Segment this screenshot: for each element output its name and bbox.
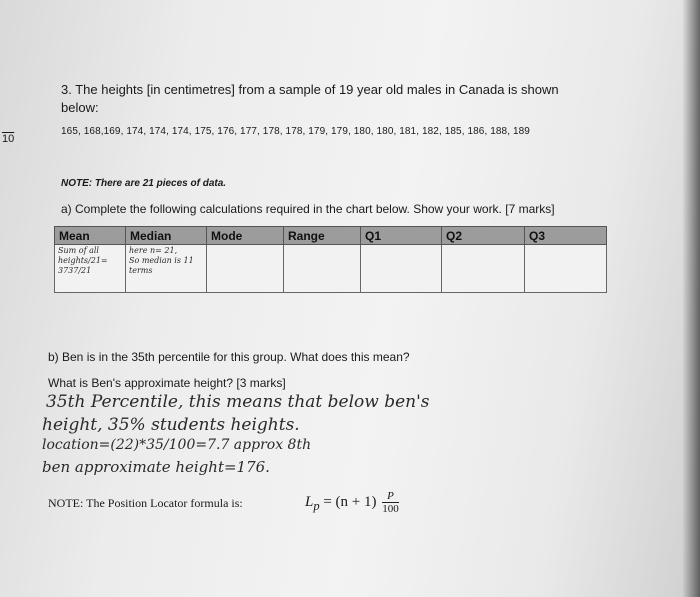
formula-note: NOTE: The Position Locator formula is:: [48, 496, 243, 510]
formula-fraction: [382, 490, 399, 515]
calculation-table: [54, 226, 607, 293]
header-q2: Q2: [442, 227, 525, 245]
part-a-instructions: a) Complete the following calculations required in the chart below. Show your work. [7 marks]: [61, 202, 555, 216]
handwritten-answer-line3: location=(22)*35/100=7.7 approx 8th: [42, 437, 312, 453]
height-data-list: 165, 168,169, 174, 174, 174, 175, 176, 177, 178, 178, 179, 179, 180, 180, 181, 182, 185, 186, 188, 189: [61, 126, 530, 137]
part-b-question-line2: What is Ben's approximate height? [3 marks]: [48, 376, 286, 390]
fraction-denominator: 100: [382, 503, 399, 515]
fraction-numerator: P: [382, 490, 399, 503]
formula-lhs: L: [305, 493, 314, 510]
position-locator-formula: [305, 490, 399, 515]
median-work-line1: here n= 21,: [129, 246, 178, 255]
part-b-question-line1: b) Ben is in the 35th percentile for this group. What does this mean?: [48, 350, 410, 364]
header-median: Median: [126, 227, 207, 245]
handwritten-answer-line2: height, 35% students heights.: [42, 415, 300, 435]
range-cell[interactable]: [284, 245, 361, 293]
mean-work-line3: 3737/21: [58, 266, 92, 275]
mode-cell[interactable]: [207, 245, 284, 293]
mean-work-line2: heights/21=: [58, 256, 108, 265]
handwritten-answer-line4: ben approximate height=176.: [42, 458, 270, 476]
q3-cell[interactable]: [525, 245, 607, 293]
q1-cell[interactable]: [361, 245, 442, 293]
question-text-line2: below:: [61, 100, 99, 115]
median-work-line3: terms: [129, 266, 153, 275]
formula-rhs: = (n + 1): [323, 493, 377, 510]
header-mode: Mode: [207, 227, 284, 245]
median-work-line2: So median is 11: [129, 256, 194, 265]
median-cell[interactable]: [126, 245, 207, 293]
mean-cell[interactable]: [55, 245, 126, 293]
q2-cell[interactable]: [442, 245, 525, 293]
header-range: Range: [284, 227, 361, 245]
table-header-row: [55, 227, 607, 245]
table-answer-row: [55, 245, 607, 293]
page-shadow-edge: [682, 0, 700, 597]
handwritten-answer-line1: 35th Percentile, this means that below ben's: [46, 392, 430, 412]
header-q3: Q3: [525, 227, 607, 245]
question-text-line1: 3. The heights [in centimetres] from a sample of 19 year old males in Canada is shown: [61, 82, 559, 97]
mean-work-line1: Sum of all: [58, 246, 99, 255]
formula-subscript: p: [313, 498, 320, 513]
header-q1: Q1: [361, 227, 442, 245]
data-count-note: NOTE: There are 21 pieces of data.: [61, 178, 227, 189]
margin-number: 10: [2, 133, 15, 145]
header-mean: Mean: [55, 227, 126, 245]
